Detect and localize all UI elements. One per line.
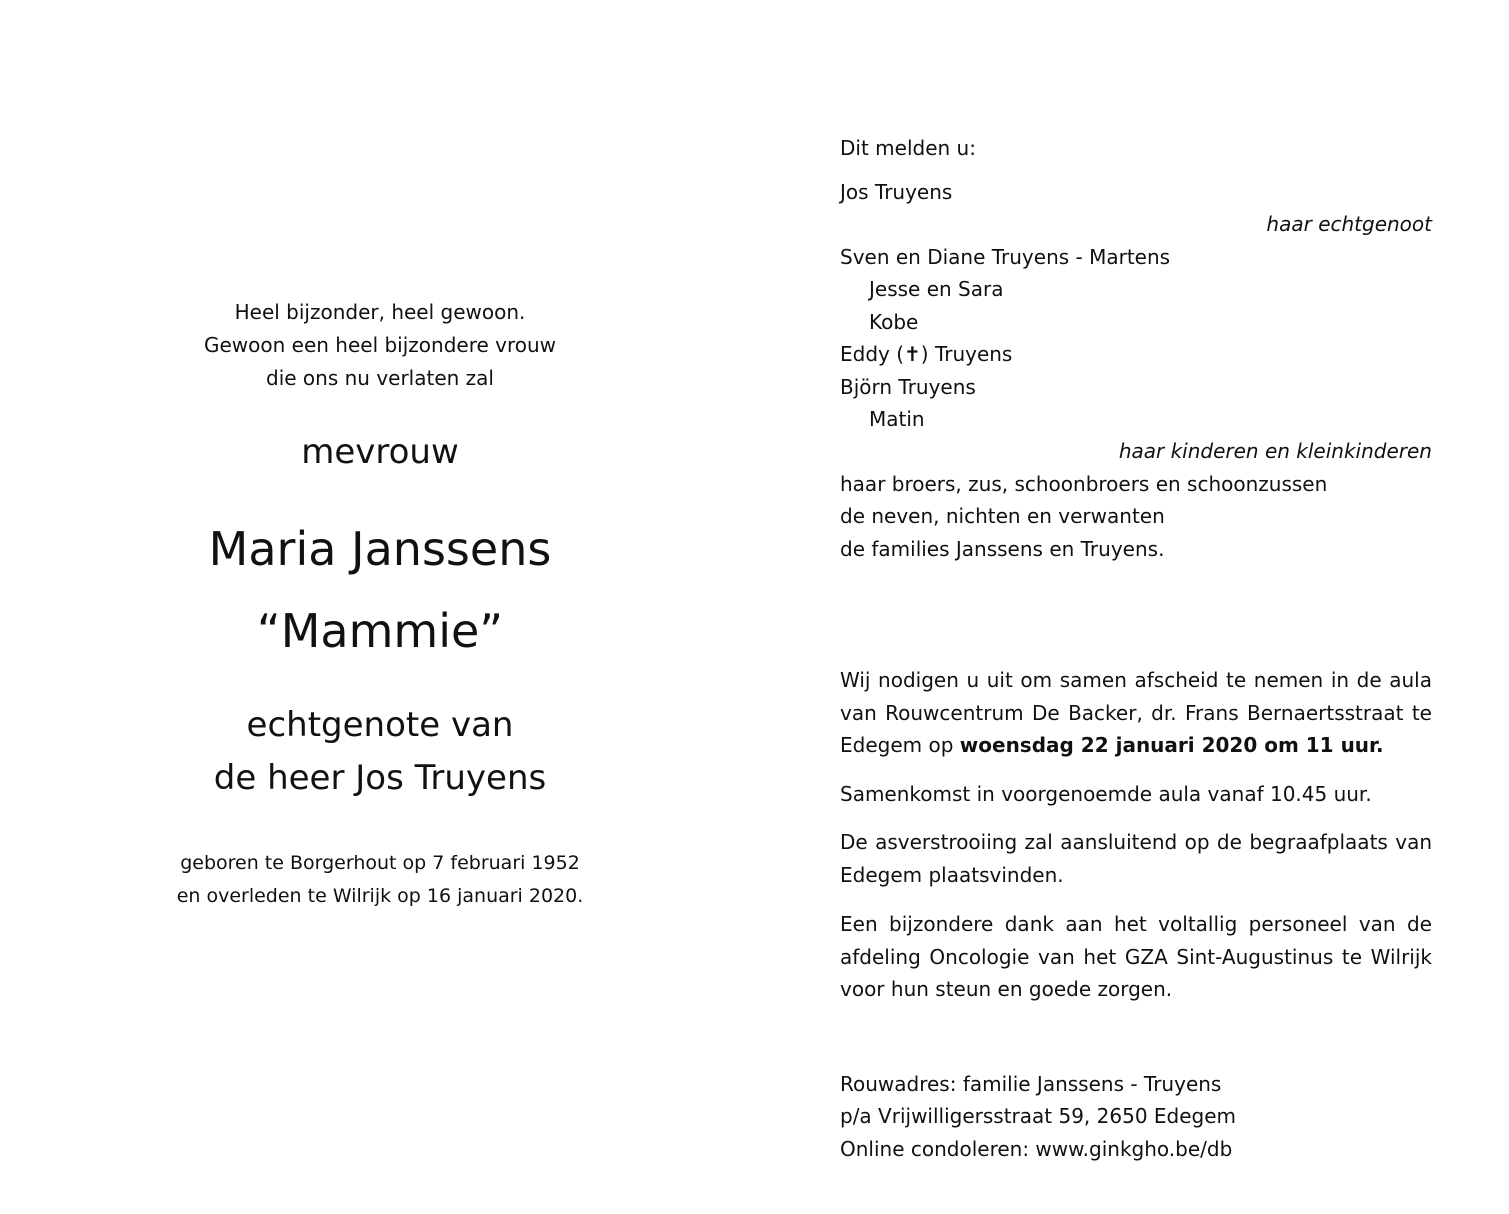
quote-line-2: Gewoon een heel bijzondere vrouw	[203, 333, 557, 357]
address-line: Rouwadres: familie Janssens - Truyens	[840, 1072, 1222, 1096]
spouse-line-2: de heer Jos Truyens	[213, 758, 547, 798]
grandchild-line: Jesse en Sara	[869, 277, 1004, 301]
child-line: Björn Truyens	[840, 375, 976, 399]
children-role: haar kinderen en kleinkinderen	[1118, 439, 1432, 463]
husband-name: Jos Truyens	[840, 180, 953, 204]
title-mevrouw: mevrouw	[301, 432, 459, 472]
child-line: Sven en Diane Truyens - Martens	[840, 245, 1171, 269]
child-line: Eddy (✝) Truyens	[840, 342, 1013, 366]
invitation-datetime: woensdag 22 januari 2020 om 11 uur.	[959, 733, 1384, 757]
address-line: p/a Vrijwilligersstraat 59, 2650 Edegem	[840, 1104, 1237, 1128]
husband-role: haar echtgenoot	[1266, 212, 1432, 236]
deceased-nickname: “Mammie”	[256, 604, 504, 658]
relatives-line: de neven, nichten en verwanten	[840, 504, 1165, 528]
intro-line: Dit melden u:	[840, 136, 976, 160]
death-line: en overleden te Wilrijk op 16 januari 2020.	[176, 885, 584, 907]
grandchild-line: Matin	[869, 407, 925, 431]
relatives-line: de families Janssens en Truyens.	[840, 537, 1165, 561]
invitation-paragraph	[840, 664, 1432, 762]
quote-line-1: Heel bijzonder, heel gewoon.	[234, 300, 526, 324]
relatives-line: haar broers, zus, schoonbroers en schoonzussen	[840, 472, 1328, 496]
condolence-line: Online condoleren: www.ginkgho.be/db	[840, 1137, 1233, 1161]
birth-line: geboren te Borgerhout op 7 februari 1952	[180, 852, 580, 874]
gathering-paragraph: Samenkomst in voorgenoemde aula vanaf 10.45 uur.	[840, 782, 1372, 806]
spouse-line-1: echtgenote van	[246, 705, 514, 745]
quote-line-3: die ons nu verlaten zal	[266, 366, 494, 390]
grandchild-line: Kobe	[869, 310, 919, 334]
thanks-paragraph: Een bijzondere dank aan het voltallig personeel van de afdeling Oncologie van het GZA Sint-Augustinus te Wilrijk voor hun steun en goede zorgen.	[840, 912, 1432, 1001]
scattering-paragraph: De asverstrooiing zal aansluitend op de begraafplaats van Edegem plaatsvinden.	[840, 830, 1432, 887]
deceased-name: Maria Janssens	[208, 522, 552, 576]
invitation-text: Wij nodigen u uit om samen afscheid te nemen in de aula van Rouwcentrum De Backer, dr. Frans Bernaertsstraat te Edegem op	[840, 668, 1432, 757]
